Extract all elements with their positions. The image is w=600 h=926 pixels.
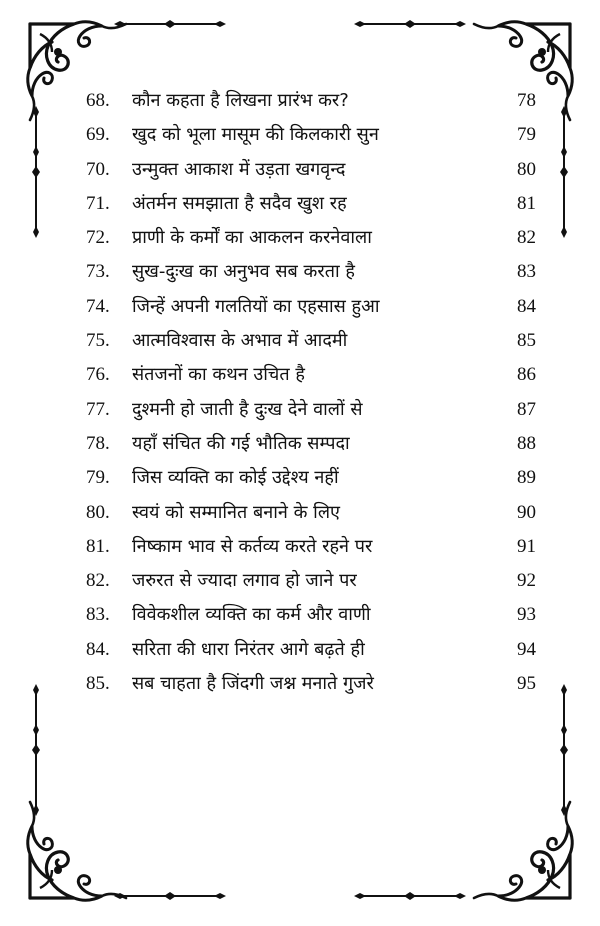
top-right-rule [354, 20, 466, 28]
right-lower-rule [560, 684, 568, 816]
toc-entry [86, 564, 536, 598]
right-upper-rule [560, 106, 568, 238]
toc-entry [86, 598, 536, 632]
toc-entry [86, 255, 536, 289]
entry-page-number: 84 [517, 295, 536, 317]
toc-entry [86, 667, 536, 701]
entry-page-number: 90 [517, 501, 536, 523]
entry-number: 80. [86, 501, 110, 523]
entry-title: कौन कहता है लिखना प्रारंभ कर? [132, 90, 349, 111]
toc-entry [86, 84, 536, 118]
entry-page-number: 94 [517, 638, 536, 660]
top-left-rule [114, 20, 226, 28]
entry-title: खुद को भूला मासूम की किलकारी सुन [132, 124, 379, 146]
entry-title: जरुरत से ज्यादा लगाव हो जाने पर [132, 570, 357, 592]
entry-title: जिस व्यक्ति का कोई उद्देश्य नहीं [132, 467, 339, 489]
entry-title: आत्मविश्वास के अभाव में आदमी [132, 330, 348, 352]
entry-number: 71. [86, 192, 110, 214]
toc-entry [86, 530, 536, 564]
bottom-right-rule [354, 892, 466, 900]
entry-page-number: 89 [517, 467, 536, 489]
toc-entry [86, 633, 536, 667]
entry-number: 69. [86, 124, 110, 146]
entry-number: 68. [86, 90, 110, 111]
entry-number: 81. [86, 535, 110, 557]
entry-title: निष्काम भाव से कर्तव्य करते रहने पर [132, 535, 373, 557]
bottom-left-rule [114, 892, 226, 900]
entry-number: 77. [86, 398, 110, 420]
entry-page-number: 78 [517, 90, 536, 111]
entry-page-number: 87 [517, 398, 536, 420]
entry-title: जिन्हें अपनी गलतियों का एहसास हुआ [132, 295, 380, 317]
entry-title: प्राणी के कर्मों का आकलन करनेवाला [132, 227, 372, 249]
toc-entry [86, 358, 536, 392]
toc-entry [86, 461, 536, 495]
entry-number: 72. [86, 227, 110, 249]
toc-entry [86, 393, 536, 427]
entry-page-number: 85 [517, 330, 536, 352]
toc-entry [86, 187, 536, 221]
entry-page-number: 86 [517, 364, 536, 386]
entry-title: स्वयं को सम्मानित बनाने के लिए [132, 501, 340, 523]
table-of-contents [86, 84, 536, 701]
entry-page-number: 83 [517, 261, 536, 283]
entry-number: 74. [86, 295, 110, 317]
entry-page-number: 93 [517, 604, 536, 626]
entry-page-number: 92 [517, 570, 536, 592]
entry-number: 76. [86, 364, 110, 386]
bottom-right-flourish-icon [474, 802, 572, 900]
toc-entry [86, 496, 536, 530]
left-lower-rule [32, 684, 40, 816]
entry-number: 84. [86, 638, 110, 660]
entry-title: सुख-दुःख का अनुभव सब करता है [132, 261, 355, 283]
entry-number: 75. [86, 330, 110, 352]
entry-number: 73. [86, 261, 110, 283]
entry-number: 85. [86, 673, 110, 695]
toc-entry [86, 153, 536, 187]
entry-page-number: 80 [517, 158, 536, 180]
entry-title: सरिता की धारा निरंतर आगे बढ़ते ही [132, 638, 365, 660]
entry-page-number: 91 [517, 535, 536, 557]
entry-title: अंतर्मन समझाता है सदैव खुश रह [132, 192, 347, 214]
entry-title: सब चाहता है जिंदगी जश्न मनाते गुजरे [132, 673, 374, 695]
entry-number: 83. [86, 604, 110, 626]
entry-number: 79. [86, 467, 110, 489]
entry-number: 82. [86, 570, 110, 592]
entry-page-number: 95 [517, 673, 536, 695]
toc-entry [86, 324, 536, 358]
toc-entry [86, 427, 536, 461]
bottom-left-flourish-icon [28, 802, 126, 900]
toc-entry [86, 118, 536, 152]
entry-title: दुश्मनी हो जाती है दुःख देने वालों से [132, 398, 363, 420]
entry-page-number: 82 [517, 227, 536, 249]
entry-title: विवेकशील व्यक्ति का कर्म और वाणी [132, 604, 371, 626]
entry-title: उन्मुक्त आकाश में उड़ता खगवृन्द [132, 158, 346, 180]
entry-number: 70. [86, 158, 110, 180]
entry-title: संतजनों का कथन उचित है [132, 364, 305, 386]
left-upper-rule [32, 106, 40, 238]
entry-page-number: 79 [517, 124, 536, 146]
entry-page-number: 81 [517, 192, 536, 214]
entry-number: 78. [86, 432, 110, 454]
toc-entry [86, 221, 536, 255]
toc-entry [86, 290, 536, 324]
entry-page-number: 88 [517, 432, 536, 454]
entry-title: यहाँ संचित की गई भौतिक सम्पदा [132, 432, 350, 454]
